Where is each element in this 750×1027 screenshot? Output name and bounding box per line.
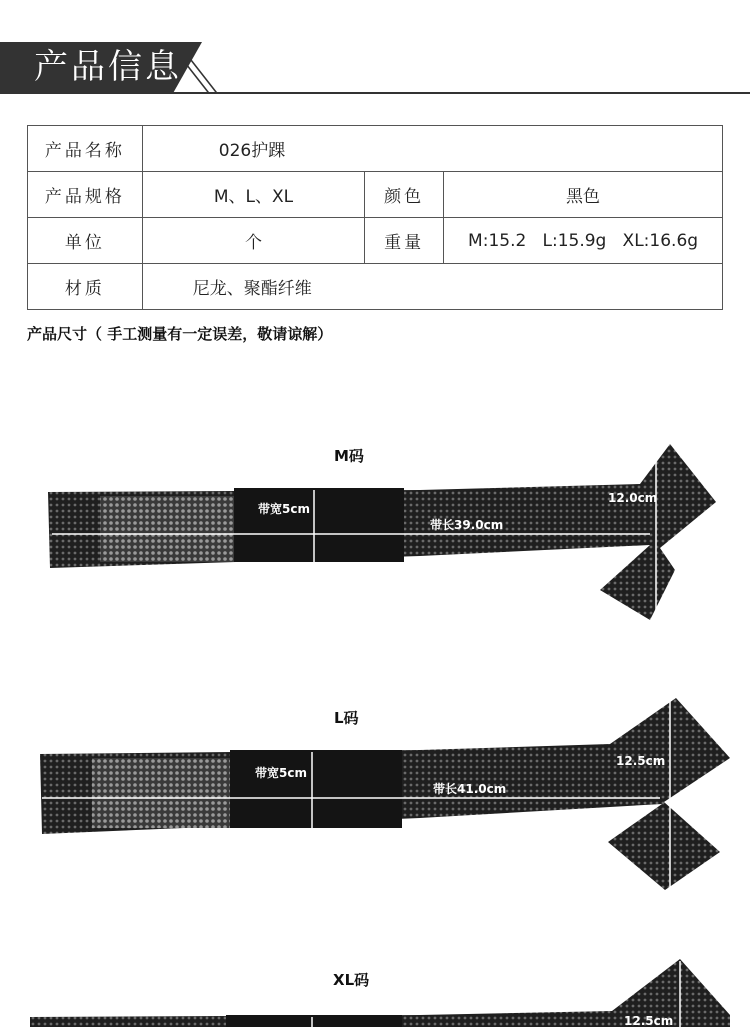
mesh-panel [100, 496, 234, 562]
section-header [0, 42, 750, 94]
width-label: 带宽5cm [258, 502, 310, 516]
strap-image-m [0, 430, 750, 630]
height-label: 12.5cm [616, 754, 666, 768]
length-label: 带长39.0cm [430, 518, 504, 532]
size-label-m: M码 [334, 447, 364, 465]
unit-value: 个 [142, 218, 365, 264]
product-name-label: 产品名称 [28, 126, 143, 172]
color-label: 颜色 [365, 172, 444, 218]
height-label: 12.0cm [608, 491, 658, 505]
material-label: 材质 [28, 264, 143, 310]
strap-image-xl [0, 955, 750, 1027]
weight-value: M:15.2 L:15.9g XL:16.6g [444, 218, 723, 264]
length-label: 带长41.0cm [433, 782, 507, 796]
spec-label: 产品规格 [28, 172, 143, 218]
width-label: 带宽5cm [255, 766, 307, 780]
unit-label: 单位 [28, 218, 143, 264]
hook-panel [230, 750, 402, 828]
size-label-l: L码 [334, 709, 359, 727]
material-value: 尼龙、聚酯纤维 [142, 264, 722, 310]
hook-panel [234, 488, 404, 562]
table-row [28, 264, 723, 310]
product-info-table [27, 125, 723, 310]
section-title: 产品信息 [34, 47, 182, 87]
strap-image-l [0, 692, 750, 892]
size-note: 产品尺寸（ 手工测量有一定误差，敬请谅解） [27, 325, 333, 343]
mesh-panel [92, 758, 230, 828]
header-rule [0, 92, 750, 94]
table-row [28, 218, 723, 264]
hook-panel [226, 1015, 402, 1027]
weight-label: 重量 [365, 218, 444, 264]
color-value: 黑色 [444, 172, 723, 218]
height-label: 12.5cm [624, 1014, 674, 1027]
table-row [28, 172, 723, 218]
spec-value: M、L、XL [142, 172, 365, 218]
product-name-value: 026护踝 [142, 126, 722, 172]
table-row [28, 126, 723, 172]
size-label-xl: XL码 [333, 971, 370, 989]
